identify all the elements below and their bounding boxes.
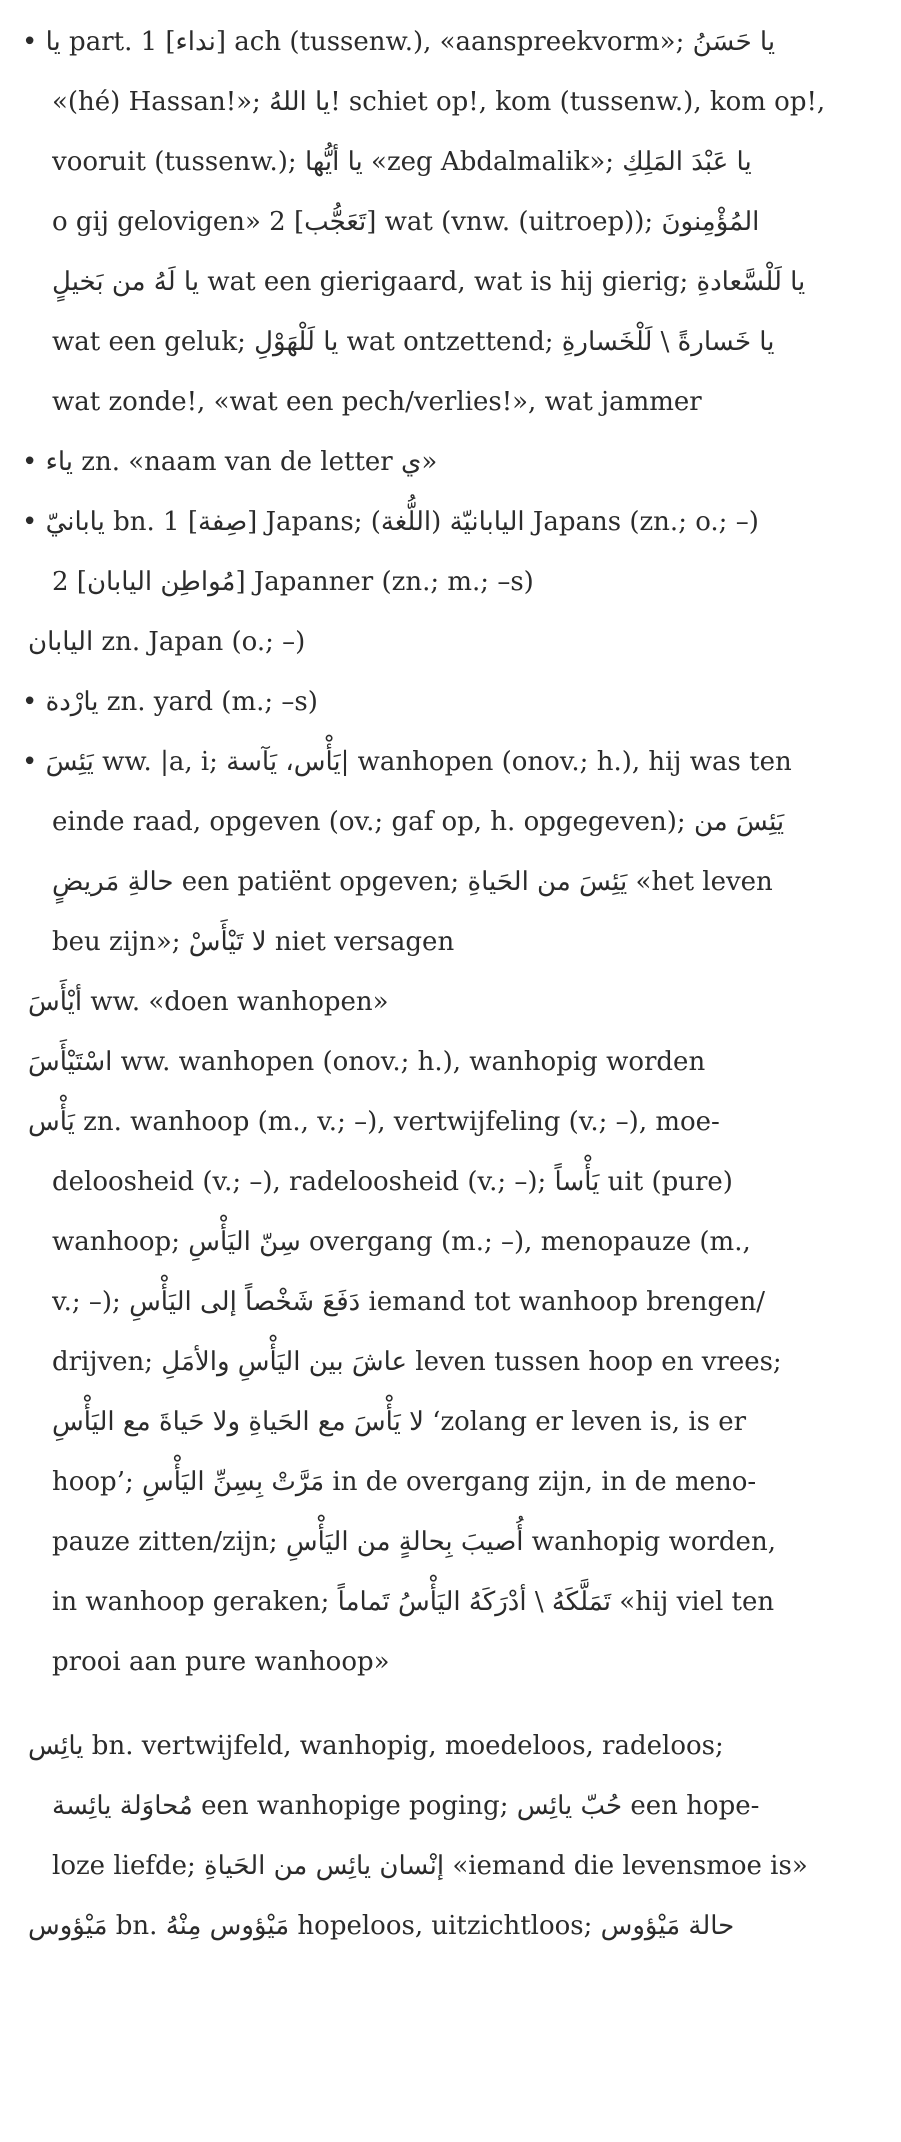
entry-yais-line-3: loze liefde; إنْسان يائِس من الحَياةِ «iemand die levensmoe is» [52,1851,808,1881]
entry-ya-line-2: «(hé) Hassan!»; يا اللهُ! schiet op!, kom (tussenw.), kom op!, [52,87,826,117]
entry-yas-line-2: deloosheid (v.; –), radeloosheid (v.; –); يَأْساً uit (pure) [52,1167,733,1197]
entry-yas-line-1: يَأْس zn. wanhoop (m., v.; –), vertwijfeling (v.; –), moe- [28,1107,720,1137]
entry-yabani-line-1: • يابانيّ bn. 1 [صِفة] Japans; (اللُّغة) اليابانيّة Japans (zn.; o.; –) [22,507,759,537]
entry-ya-line-3: vooruit (tussenw.); يا أيُّها «zeg Abdalmalik»; يا عَبْدَ المَلِكِ [52,147,752,177]
entry-ayasa-line-1: أيْأَسَ ww. «doen wanhopen» [28,987,389,1017]
entry-yais-line-2: مُحاوَلة يائِسة een wanhopige poging; حُبّ يائِس een hope- [52,1791,760,1821]
entry-ya-line-7: wat zonde!, «wat een pech/verlies!», wat jammer [52,387,702,417]
entry-yaisa-line-1: • يَئِسَ ww. |a, i; يَأْس، يَآسة| wanhopen (onov.; h.), hij was ten [22,747,792,777]
entry-yarda-line-1: • يارْدة zn. yard (m.; –s) [22,687,318,717]
entry-yas-line-9: in wanhoop geraken; تَمَلَّكَهُ \ أدْرَكَهُ اليَأْسُ تَماماً «hij viel ten [52,1587,775,1617]
entry-ya-line-6: wat een geluk; يا لَلْهَوْلِ wat ontzettend; يا خَسارةً \ لَلْخَسارةِ [52,327,775,357]
entry-yas-line-8: pauze zitten/zijn; أُصيبَ بِحالةٍ من اليَأْسِ wanhopig worden, [52,1527,776,1557]
entry-mayus-line-1: مَيْؤوس bn. مَيْؤوس مِنْهُ hopeloos, uitzichtloos; حالة مَيْؤوس [28,1911,735,1941]
entry-ya-line-4: o gij gelovigen» 2 [تَعَجُّب] wat (vnw. (uitroep)); المُؤْمِنونَ [52,207,760,237]
entry-yaisa-line-2: einde raad, opgeven (ov.; gaf op, h. opgegeven); يَئِسَ من [52,807,785,837]
entry-yais-line-1: يائِس bn. vertwijfeld, wanhopig, moedeloos, radeloos; [28,1731,724,1761]
entry-ya-line-1: • يا part. 1 [نداء] ach (tussenw.), «aanspreekvorm»; يا حَسَنُ [22,27,776,57]
entry-yas-line-5: drijven; عاشَ بين اليَأْسِ والأمَلِ leven tussen hoop en vrees; [52,1347,782,1377]
entry-yas-line-3: wanhoop; سِنّ اليَأْسِ overgang (m.; –), menopauze (m., [52,1227,751,1257]
entry-yas-line-10: prooi aan pure wanhoop» [52,1647,390,1677]
entry-yabani-line-2: 2 [مُواطِن اليابان] Japanner (zn.; m.; –s) [52,567,534,597]
entry-yas-line-7: hoop’; مَرَّتْ بِسِنِّ اليَأْسِ in de overgang zijn, in de meno- [52,1467,757,1497]
entry-yaisa-line-3: حالةِ مَريضٍ een patiënt opgeven; يَئِسَ من الحَياةِ «het leven [52,867,773,897]
entry-yaa-line-1: • ياء zn. «naam van de letter ي» [22,447,438,477]
entry-yaisa-line-4: beu zijn»; لا تَيْأَسْ niet versagen [52,927,455,957]
entry-alyaban-line-1: اليابان zn. Japan (o.; –) [28,627,306,657]
entry-ya-line-5: يا لَهُ من بَخيلٍ wat een gierigaard, wat is hij gierig; يا لَلْسَّعادةِ [52,267,806,297]
entry-yas-line-4: v.; –); دَفَعَ شَخْصاً إلى اليَأْسِ iemand tot wanhoop brengen/ [52,1287,766,1317]
entry-yas-line-6: لا يَأْسَ مع الحَياةِ ولا حَياةَ مع اليَأْسِ ‘zolang er leven is, is er [52,1407,747,1437]
entry-istayasa-line-1: اسْتَيْأَسَ ww. wanhopen (onov.; h.), wanhopig worden [28,1047,706,1077]
